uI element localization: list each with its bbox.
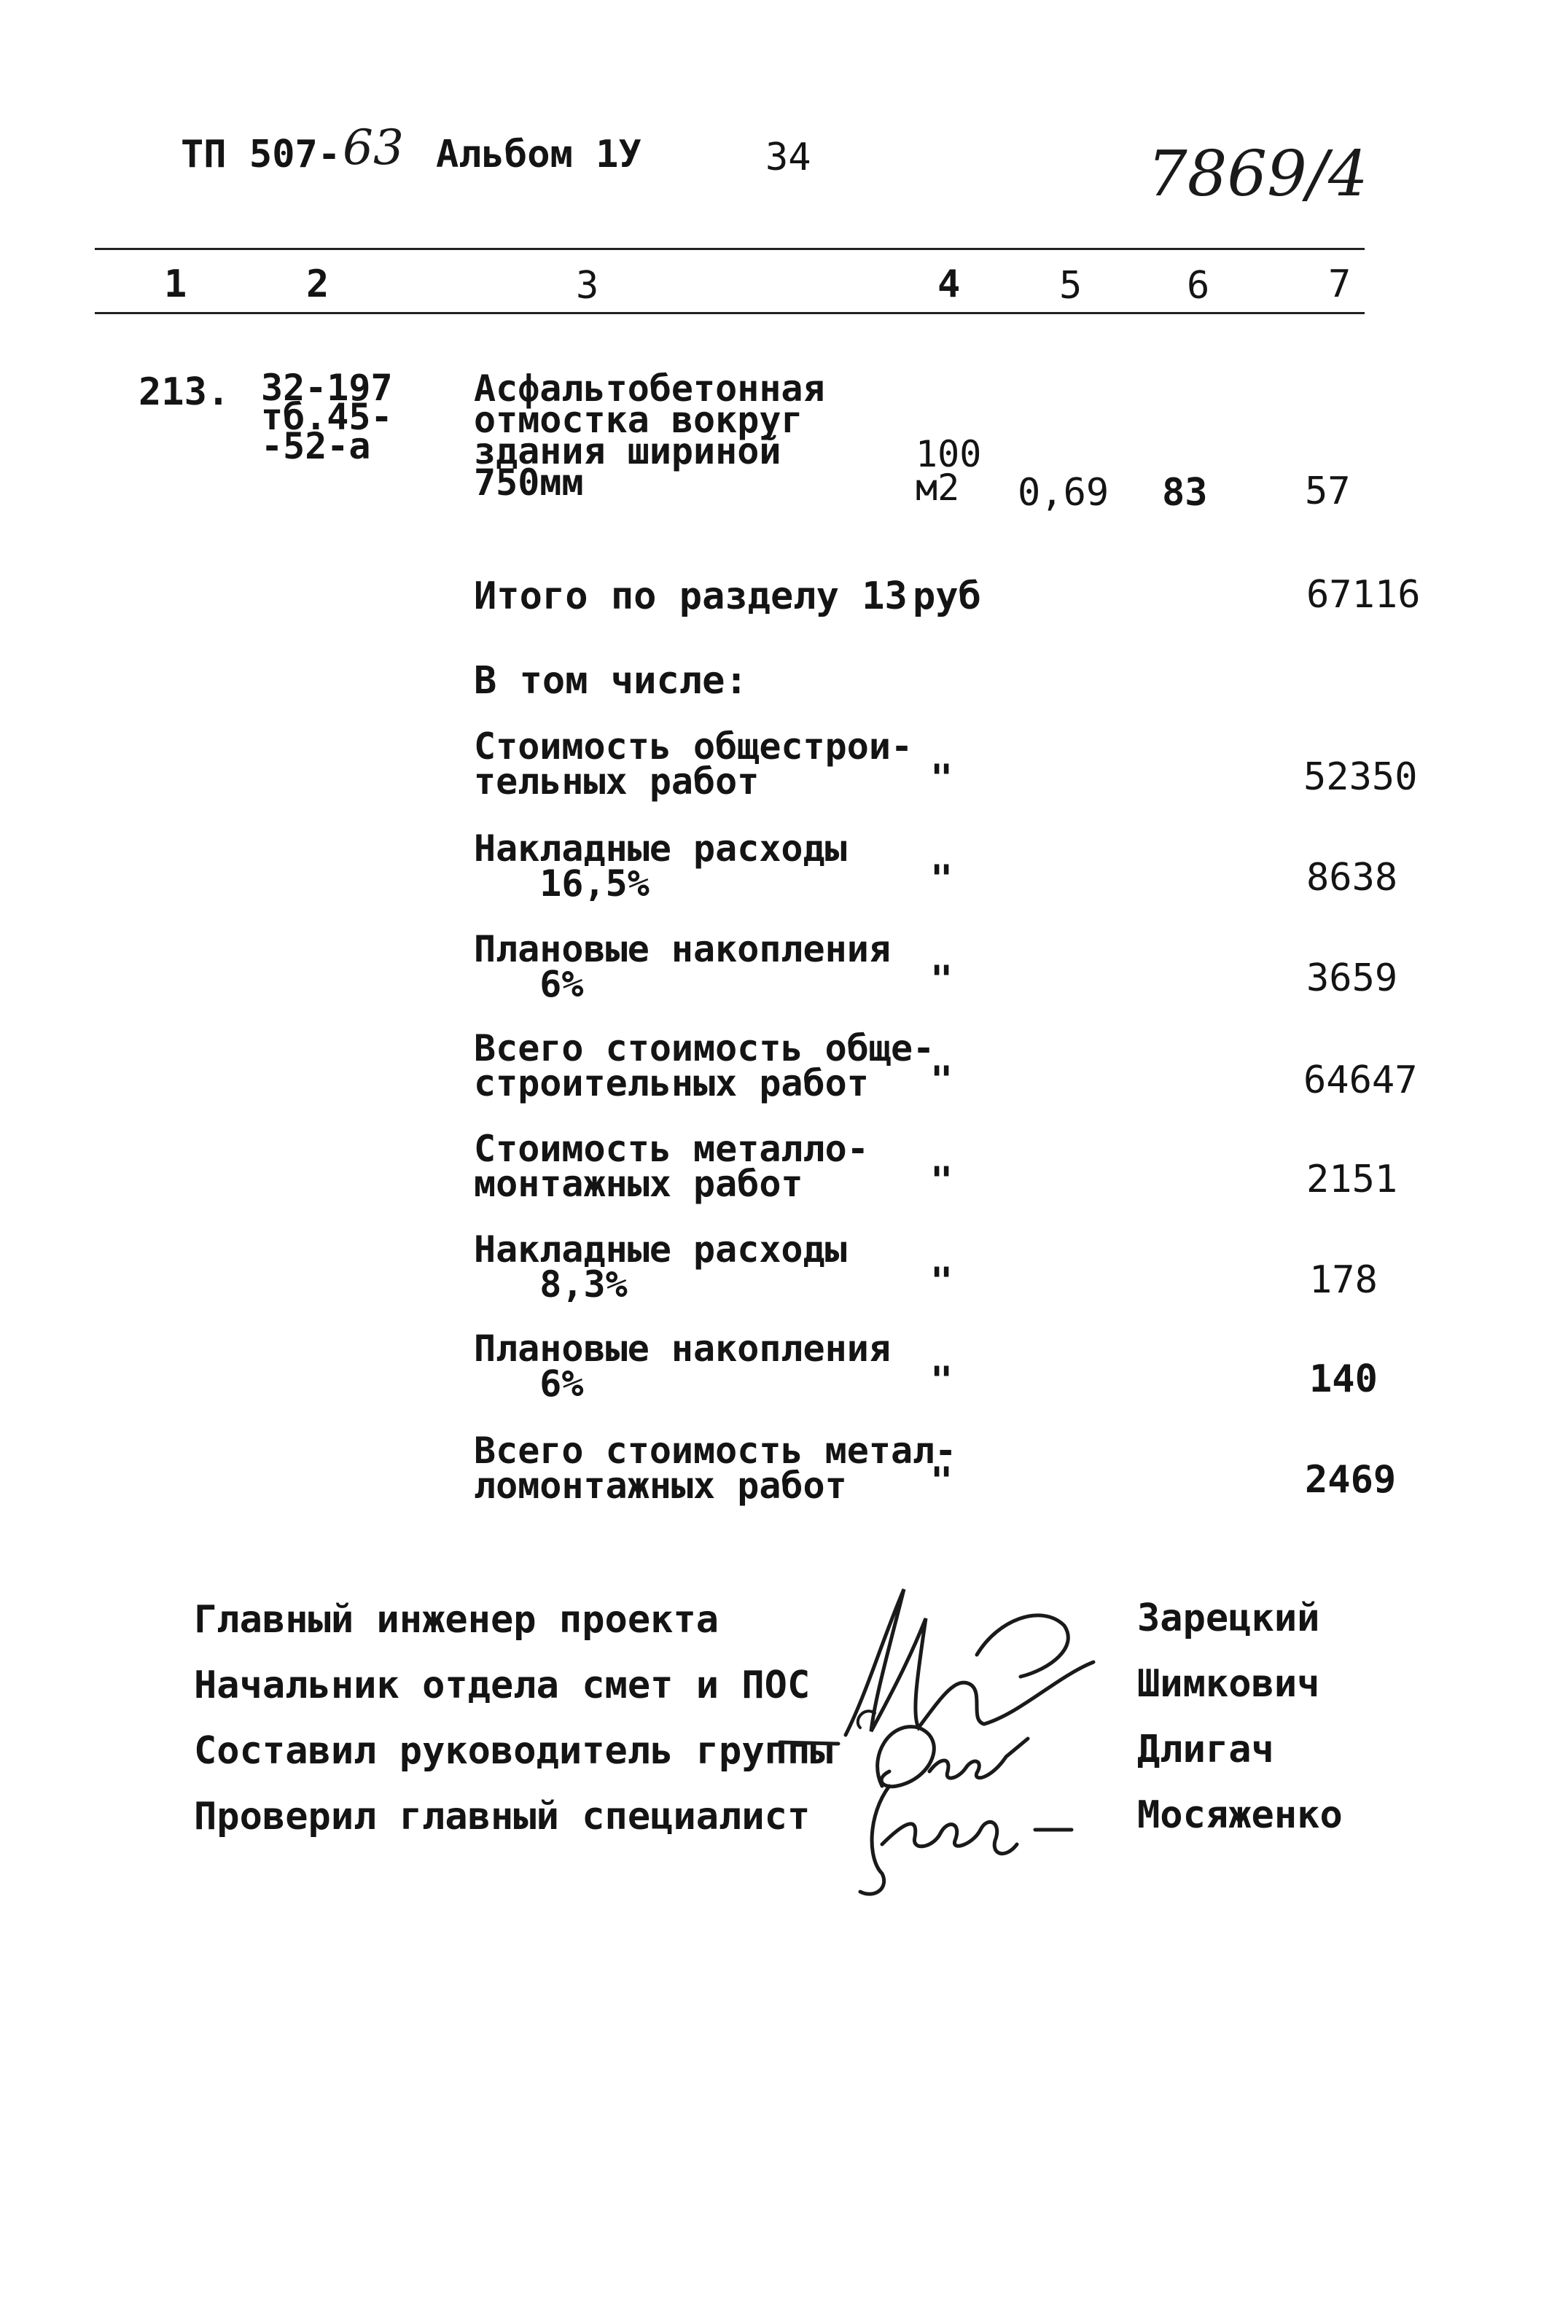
summary-item-mark: " — [930, 857, 953, 901]
section-total-unit: руб — [913, 574, 981, 618]
summary-item-mark: " — [930, 1260, 953, 1303]
signature-role: Начальник отдела смет и ПОС — [194, 1664, 811, 1707]
signature-role: Проверил главный специалист — [194, 1795, 811, 1838]
album-label: Альбом 1У — [436, 133, 641, 176]
summary-item-label: Всего стоимость метал- ломонтажных работ — [474, 1430, 957, 1507]
summary-item-value: 52350 — [1303, 755, 1418, 799]
column-header-1: 1 — [164, 262, 187, 306]
including-label: В том числе: — [474, 659, 748, 703]
section-total-value: 67116 — [1306, 573, 1421, 617]
row-description: Асфальтобетонная отмостка вокруг здания шириной 750мм — [474, 367, 825, 504]
signature-role: Составил руководитель группы — [194, 1729, 833, 1773]
column-header-6: 6 — [1187, 264, 1210, 308]
summary-item-mark: " — [930, 1359, 953, 1403]
inventory-number-handwritten: 7869/4 — [1147, 138, 1368, 211]
row-reference: 32-197 тб.45- -52-а — [261, 367, 393, 467]
row-unit: 100 м2 — [916, 433, 982, 509]
signature-scribble-chief-specialist — [853, 1771, 1086, 1903]
signature-role: Главный инженер проекта — [194, 1598, 719, 1642]
table-top-rule — [95, 248, 1365, 250]
summary-item-label: Плановые накопления 6% — [474, 928, 891, 1005]
signature-name: Длигач — [1137, 1728, 1274, 1771]
summary-item-value: 8638 — [1306, 856, 1398, 900]
summary-item-value: 64647 — [1303, 1058, 1418, 1102]
column-header-2: 2 — [306, 262, 329, 306]
document-code: ТП 507- — [181, 133, 341, 176]
row-total: 57 — [1305, 469, 1351, 513]
column-header-5: 5 — [1059, 264, 1083, 308]
summary-item-mark: " — [930, 958, 953, 1002]
summary-item-mark: " — [930, 1459, 953, 1503]
summary-item-value: 178 — [1309, 1258, 1378, 1302]
section-total-label: Итого по разделу 13 — [474, 574, 908, 618]
row-unit-cost: 83 — [1162, 471, 1208, 515]
summary-item-mark: " — [930, 1159, 953, 1203]
summary-item-value: 3659 — [1306, 956, 1398, 1000]
row-quantity: 0,69 — [1018, 471, 1109, 515]
summary-item-mark: " — [930, 757, 953, 800]
column-header-7: 7 — [1328, 262, 1351, 306]
summary-item-label: Накладные расходы 16,5% — [474, 827, 847, 905]
summary-item-label: Плановые накопления 6% — [474, 1327, 891, 1405]
row-number: 213. — [139, 370, 230, 414]
signature-name: Зарецкий — [1137, 1596, 1320, 1640]
signature-name: Шимкович — [1137, 1662, 1320, 1706]
summary-item-value: 2469 — [1305, 1458, 1397, 1502]
document-code-handwritten: 63 — [343, 120, 404, 176]
summary-item-value: 2151 — [1306, 1158, 1398, 1201]
summary-item-label: Всего стоимость обще- строительных работ — [474, 1027, 935, 1104]
signature-name: Мосяженко — [1137, 1793, 1343, 1837]
summary-item-label: Накладные расходы 8,3% — [474, 1228, 847, 1306]
table-header-rule — [95, 312, 1365, 314]
summary-item-value: 140 — [1309, 1357, 1378, 1401]
summary-item-label: Стоимость общестрои- тельных работ — [474, 725, 913, 803]
column-header-4: 4 — [937, 262, 961, 306]
summary-item-label: Стоимость металло- монтажных работ — [474, 1128, 869, 1205]
page-number: 34 — [765, 136, 811, 179]
column-header-3: 3 — [576, 264, 599, 308]
summary-item-mark: " — [930, 1058, 953, 1102]
